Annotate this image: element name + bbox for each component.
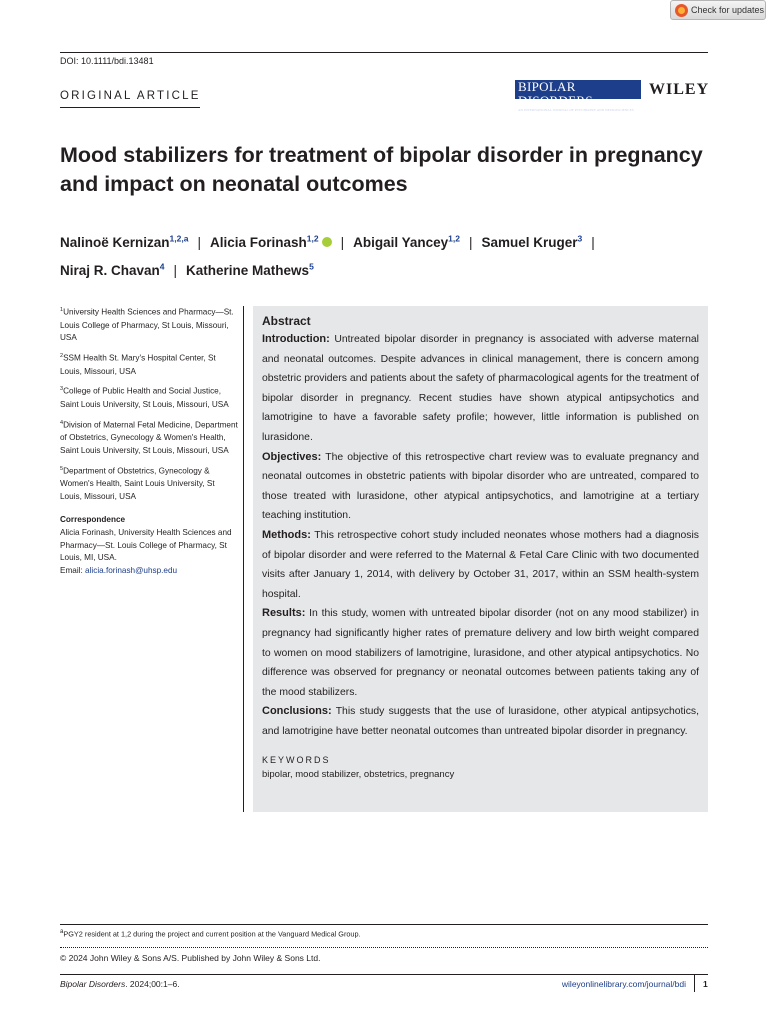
journal-tagline: AN INTERNATIONAL JOURNAL OF PSYCHIATRY AND NEUROSCIENCES bbox=[518, 108, 634, 112]
dotted-rule bbox=[60, 947, 708, 948]
publisher-logo: WILEY bbox=[649, 81, 710, 98]
author[interactable]: Abigail Yancey$^{1,2}$ bbox=[353, 233, 460, 250]
email-link[interactable]: alicia.forinash@uhsp.edu bbox=[85, 566, 178, 576]
orcid-icon[interactable] bbox=[322, 237, 332, 247]
keywords-list: bipolar, mood stabilizer, obstetrics, pregnancy bbox=[262, 769, 455, 781]
correspondence-email-line: Email: alicia.forinash@uhsp.edu bbox=[60, 566, 178, 576]
header-rule bbox=[60, 52, 708, 53]
footer-rule bbox=[60, 974, 708, 975]
author[interactable]: Niraj R. Chavan$^4$ bbox=[60, 261, 165, 278]
abstract-results: Results: In this study, women with untreated bipolar disorder (not on any mood stabilizer) in pregnancy had significantly higher rates of premature delivery and low birth weight compared to women on mood stabilizers of lamotrigine, lurasidone, and other atypical antipsychotics. No difference was observed for pregnancy or neonatal outcomes between patients taking any of the mood stabilizers. bbox=[262, 607, 699, 698]
footnote-rule bbox=[60, 924, 708, 925]
footnote: $^a$PGY2 resident at 1,2 during the project and current position at the Vanguard Medical Group. bbox=[60, 928, 361, 939]
citation: Bipolar Disorders. 2024;00:1–6. bbox=[60, 979, 180, 989]
affiliation: $^1$University Health Sciences and Pharmacy—St. Louis College of Pharmacy, St Louis, Missouri, USA bbox=[60, 307, 234, 343]
doi[interactable]: DOI: 10.1111/bdi.13481 bbox=[60, 56, 154, 66]
copyright: © 2024 John Wiley & Sons A/S. Published by John Wiley & Sons Ltd. bbox=[60, 953, 321, 963]
abstract-heading: Abstract bbox=[262, 314, 311, 328]
keywords-heading: KEYWORDS bbox=[262, 755, 331, 766]
page-separator bbox=[694, 975, 695, 992]
affiliations bbox=[60, 304, 238, 578]
abstract-conclusions: Conclusions: This study suggests that the use of lurasidone, other atypical antipsychotics, and lamotrigine have better neonatal outcomes than untreated bipolar disorder in pregnancy. bbox=[262, 705, 699, 737]
article-type-rule bbox=[60, 107, 200, 108]
affiliation: $^5$Department of Obstetrics, Gynecology & Women's Health, Saint Louis University, St Louis, Missouri, USA bbox=[60, 465, 215, 502]
abstract-objectives: Objectives: The objective of this retrospective chart review was to evaluate pregnancy and neonatal outcomes in obstetric patients with bipolar disorder who are untreated, compared to those treated with lurasidone, other atypical antipsychotics, and lamotrigine at a tertiary teaching institution. bbox=[262, 450, 699, 522]
check-for-updates-label: Check for updates bbox=[691, 5, 765, 15]
journal-weblink[interactable]: wileyonlinelibrary.com/journal/bdi bbox=[561, 979, 686, 989]
check-for-updates-button[interactable] bbox=[670, 0, 766, 20]
journal-logo bbox=[515, 79, 641, 112]
article-title: Mood stabilizers for treatment of bipolar disorder in pregnancy and impact on neonatal outcomes bbox=[60, 143, 703, 196]
correspondence-text: Alicia Forinash, University Health Sciences and Pharmacy—St. Louis College of Pharmacy, St Louis, MI, USA. bbox=[60, 527, 232, 563]
author[interactable]: Samuel Kruger$^3$ bbox=[481, 233, 583, 250]
affiliation: $^4$Division of Maternal Fetal Medicine, Department of Obstetrics, Gynecology & Women's Health, Saint Louis University, St Louis, Missouri, USA bbox=[60, 419, 238, 456]
page-number: 1 bbox=[703, 979, 708, 989]
author-list: Nalinoë Kernizan$^{1,2,a}$ | Alicia Forinash$^{1,2}$ | Abigail Yancey$^{1,2}$ | Samuel Kruger$^3$ | Niraj R. Chavan$^4$ | Katherine Mathews$^5$ bbox=[60, 233, 595, 278]
author[interactable]: Alicia Forinash$^{1,2}$ bbox=[210, 235, 332, 250]
article-type: ORIGINAL ARTICLE bbox=[60, 90, 201, 102]
journal-name: BIPOLAR DISORDERS bbox=[518, 79, 593, 108]
abstract-introduction: Introduction: Untreated bipolar disorder in pregnancy is associated with adverse maternal and neonatal outcomes. Despite advances in clinical management, there is concern among obstetric providers and patients about the safety of pharmacological agents for the treatment of bipolar disorder in pregnancy. Recent studies have shown atypical antipsychotics and lamotrigine to have a favorable safety profile; however, little information is published on lurasidone. bbox=[262, 333, 699, 443]
correspondence-heading: Correspondence bbox=[60, 515, 126, 525]
crossmark-icon bbox=[675, 4, 688, 17]
affiliation: $^3$College of Public Health and Social Justice, Saint Louis University, St Louis, Missouri, USA bbox=[60, 386, 229, 409]
abstract-methods: Methods: This retrospective cohort study included neonates whose mothers had a diagnosis of bipolar disorder and were referred to the Maternal & Fetal Care Clinic with two documented visits after January 1, 2014, with delivery by October 31, 2017, within an SSM health-system hospital. bbox=[262, 528, 699, 600]
abstract-box bbox=[253, 306, 708, 812]
affiliation: $^2$SSM Health St. Mary's Hospital Center, St Louis, Missouri, USA bbox=[60, 353, 216, 376]
author[interactable]: Nalinoë Kernizan$^{1,2,a}$ bbox=[60, 233, 189, 250]
author[interactable]: Katherine Mathews$^5$ bbox=[186, 261, 314, 278]
abstract-divider bbox=[243, 306, 244, 812]
